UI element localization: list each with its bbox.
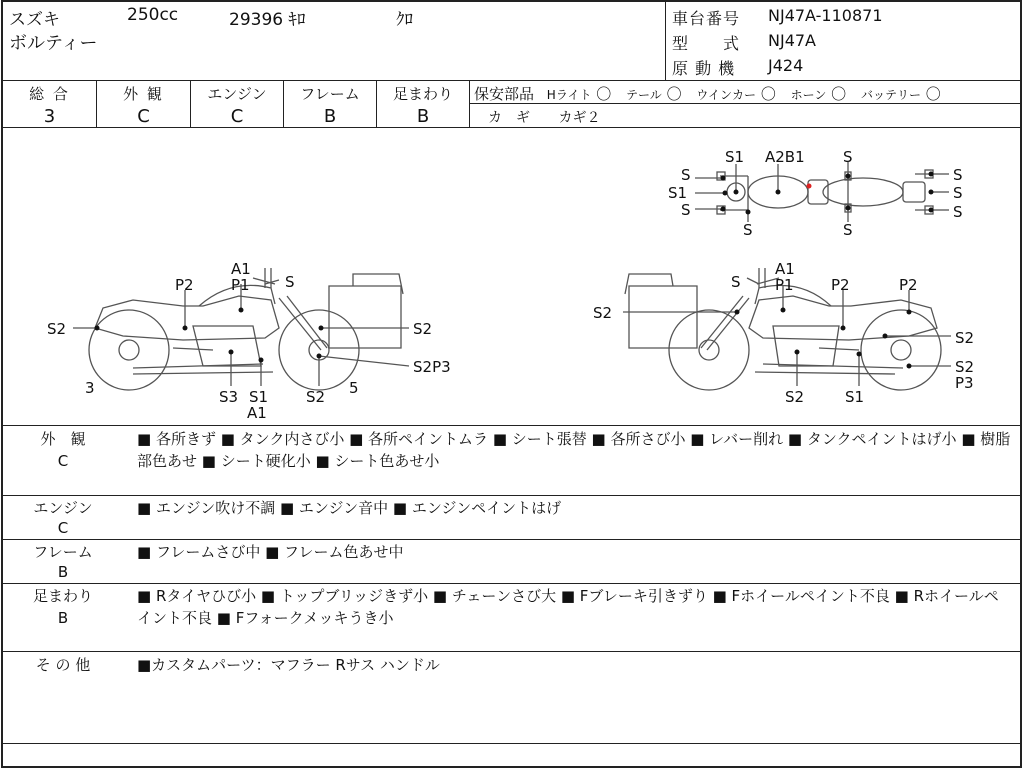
diagram-label: S2 bbox=[47, 320, 67, 338]
key-label: カ ギ bbox=[488, 110, 530, 126]
diagram-label: A2B1 bbox=[765, 148, 805, 166]
diagram-label: S2 bbox=[955, 329, 975, 347]
diagram-label: S bbox=[681, 166, 691, 184]
mileage: 29396 ｷﾛ bbox=[229, 10, 306, 30]
note-category: そ の 他 bbox=[35, 656, 91, 674]
diagram-label: P2 bbox=[175, 276, 194, 294]
diagram-label: S1 bbox=[668, 184, 688, 202]
diagram-label: S bbox=[285, 273, 295, 291]
type-value: NJ47A bbox=[768, 31, 816, 50]
engine-value: J424 bbox=[768, 56, 804, 75]
note-text: ■ フレームさび中 ■ フレーム色あせ中 bbox=[137, 543, 404, 561]
note-grade: B bbox=[57, 563, 69, 581]
model-name: ボルティー bbox=[9, 33, 98, 54]
type-row bbox=[672, 31, 816, 54]
diagram-label: S bbox=[953, 166, 963, 184]
motorcycle-diagrams bbox=[3, 128, 1020, 426]
grade-label: 足まわり bbox=[392, 85, 453, 103]
diagram-label: S3 bbox=[219, 388, 239, 406]
vehicle-specs bbox=[665, 2, 1022, 80]
note-suspension bbox=[3, 584, 1020, 652]
note-text: ■ Rタイヤひび小 ■ トップブリッジきず小 ■ チェーンさび大 ■ Fブレーキ引きずり ■ Fホイールペイント不良 ■ Rホイールペイント不良 ■ Fフォークメッキうき小 bbox=[137, 587, 999, 627]
diagram-label: A1 bbox=[247, 404, 267, 422]
diagram-label: S bbox=[843, 148, 853, 166]
diagram-label: S bbox=[731, 273, 741, 291]
grade-engine bbox=[191, 81, 284, 127]
diagram-label: P3 bbox=[955, 374, 974, 392]
grades-row bbox=[3, 80, 1020, 128]
diagram-label: A1 bbox=[775, 260, 795, 278]
key-value: カギ２ bbox=[558, 110, 601, 126]
safety-item-horn: ホーン 〇 bbox=[790, 85, 847, 103]
diagram-label: S2 bbox=[413, 320, 433, 338]
safety-item-tail: テール 〇 bbox=[626, 85, 682, 103]
diagram-label: S bbox=[953, 184, 963, 202]
note-text: ■カスタムパーツ：マフラー Rサス ハンドル bbox=[137, 656, 440, 674]
note-grade: C bbox=[57, 519, 69, 537]
diagram-label: 3 bbox=[85, 379, 95, 397]
diagram-label: S bbox=[953, 203, 963, 221]
grade-label: フレーム bbox=[300, 85, 360, 103]
diagram-label: S2 bbox=[593, 304, 613, 322]
note-grade: B bbox=[57, 609, 69, 627]
diagram-label: S1 bbox=[725, 148, 745, 166]
damage-diagram bbox=[3, 128, 1020, 426]
leader-lines bbox=[73, 162, 951, 386]
grade-value: 3 bbox=[43, 106, 56, 127]
grade-value: B bbox=[416, 106, 430, 127]
maker: スズキ bbox=[9, 10, 60, 30]
diagram-label: P2 bbox=[831, 276, 850, 294]
diagram-label: S2 bbox=[306, 388, 326, 406]
grade-value: C bbox=[137, 106, 150, 127]
grade-exterior bbox=[97, 81, 191, 127]
safety-item-headlight: Hライト 〇 bbox=[546, 85, 612, 103]
top-view-motorcycle bbox=[717, 170, 933, 214]
grade-label: 外 観 bbox=[123, 85, 164, 103]
safety-parts-row bbox=[470, 81, 1020, 104]
color: ｸﾛ bbox=[396, 10, 413, 30]
safety-parts-title: 保安部品 bbox=[474, 85, 535, 103]
note-exterior bbox=[3, 426, 1020, 496]
note-category: フレーム bbox=[33, 543, 93, 561]
diagram-label: S bbox=[743, 221, 753, 239]
frame-number: NJ47A-110871 bbox=[768, 6, 883, 25]
diagram-label: P2 bbox=[899, 276, 918, 294]
note-grade: C bbox=[57, 452, 69, 470]
grade-frame bbox=[284, 81, 377, 127]
diagram-label: S1 bbox=[845, 388, 865, 406]
red-damage-mark bbox=[807, 184, 812, 189]
displacement: 250cc bbox=[127, 5, 179, 25]
diagram-label: S2 bbox=[955, 358, 975, 376]
type-label: 型 式 bbox=[672, 34, 741, 53]
diagram-label: S1 bbox=[249, 388, 269, 406]
note-engine bbox=[3, 496, 1020, 540]
frame-number-row bbox=[672, 6, 883, 29]
note-category: 足まわり bbox=[32, 587, 93, 605]
grade-value: B bbox=[323, 106, 337, 127]
note-category: エンジン bbox=[33, 499, 93, 517]
safety-parts bbox=[470, 81, 1020, 127]
diagram-label: 5 bbox=[349, 379, 359, 397]
grade-overall bbox=[3, 81, 97, 127]
diagram-label: S2P3 bbox=[413, 358, 451, 376]
vehicle-summary bbox=[3, 2, 665, 80]
grade-label: エンジン bbox=[207, 85, 267, 103]
grade-label: 総 合 bbox=[29, 85, 70, 103]
safety-item-battery: バッテリー 〇 bbox=[860, 85, 941, 103]
inspection-sheet bbox=[1, 0, 1022, 768]
diagram-label: S2 bbox=[785, 388, 805, 406]
diagram-label: S bbox=[681, 201, 691, 219]
key-row bbox=[470, 104, 1020, 127]
note-frame bbox=[3, 540, 1020, 584]
frame-number-label: 車台番号 bbox=[672, 9, 741, 28]
grade-suspension bbox=[377, 81, 470, 127]
note-other bbox=[3, 652, 1020, 744]
note-category: 外 観 bbox=[40, 430, 86, 448]
note-text: ■ エンジン吹け不調 ■ エンジン音中 ■ エンジンペイントはげ bbox=[137, 499, 562, 517]
engine-row bbox=[672, 56, 803, 79]
engine-label: 原 動 機 bbox=[672, 59, 736, 78]
diagram-label: P1 bbox=[775, 276, 794, 294]
grade-value: C bbox=[230, 106, 244, 127]
diagram-label: P1 bbox=[231, 276, 250, 294]
note-text: ■ 各所きず ■ タンク内さび小 ■ 各所ペイントムラ ■ シート張替 ■ 各所さび小 ■ レバー削れ ■ タンクペイントはげ小 ■ 樹脂部色あせ ■ シート硬化小 ■ シート色あせ小 bbox=[137, 430, 1011, 470]
safety-item-winker: ウインカー 〇 bbox=[696, 85, 776, 103]
diagram-label: A1 bbox=[231, 260, 251, 278]
diagram-label: S bbox=[843, 221, 853, 239]
